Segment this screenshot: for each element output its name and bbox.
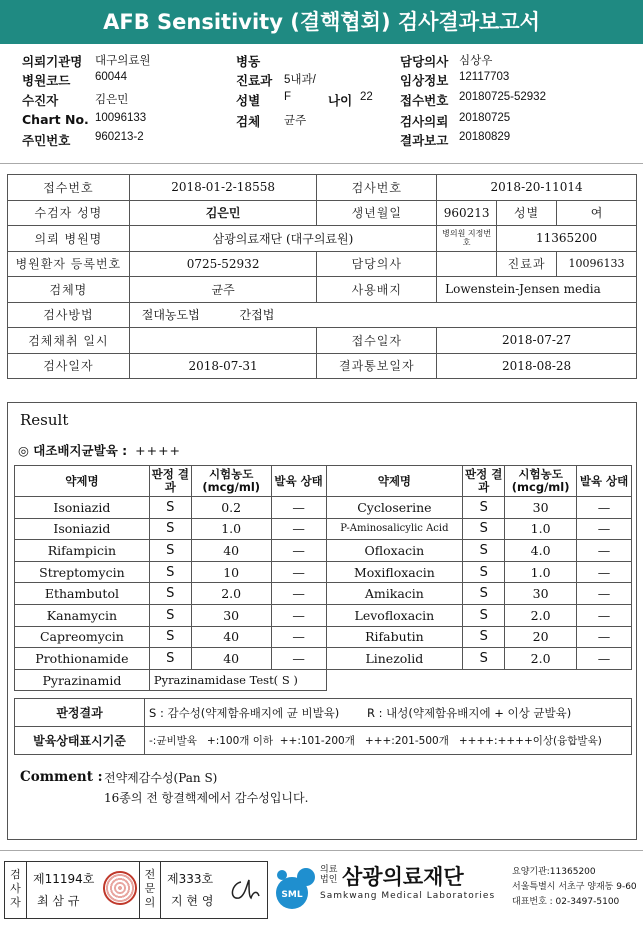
signature-box (4, 861, 268, 919)
drug-growth: — (577, 540, 632, 562)
examinee-label: 수진자 (22, 93, 59, 108)
drug-name: Ethambutol (15, 583, 150, 605)
drug-growth: — (271, 540, 326, 562)
patient-header (22, 52, 622, 150)
drug-result: S (149, 540, 191, 562)
doctor-value: 심상우 (459, 55, 493, 67)
comment-line-1: 전약제감수성(Pan S) (104, 771, 218, 785)
drug-result: S (149, 497, 191, 519)
method-label: 검사방법 (8, 302, 130, 328)
doctor-label: 담당의사 (400, 54, 449, 69)
method-values (129, 302, 636, 328)
receipt-value: 20180725-52932 (459, 91, 546, 103)
drug-growth: — (577, 518, 632, 540)
drug-name: Capreomycin (15, 626, 150, 648)
drug-row (15, 648, 632, 670)
inspector-label (5, 862, 27, 918)
header-growth-left: 발육 상태 (271, 466, 326, 497)
institution-label: 의뢰기관명 (22, 54, 83, 69)
logo-text: SML (281, 890, 303, 900)
specimen-name-value: 균주 (129, 277, 317, 303)
drug-name: Streptomycin (15, 561, 150, 583)
header-conc-left: 시험농도 (mcg/ml) (191, 466, 271, 497)
sex-value: F (284, 91, 292, 103)
drug-growth: — (271, 497, 326, 519)
birth-label: 생년월일 (317, 200, 437, 226)
report-title: AFB Sensitivity (결핵협회) 검사결과보고서 (0, 0, 643, 44)
drug-name: Prothionamide (15, 648, 150, 670)
inspector-name: 최 삼 규 (37, 894, 80, 908)
physician-label: 담당의사 (317, 251, 437, 277)
drug-growth: — (577, 497, 632, 519)
judge-legend-values (145, 699, 632, 727)
hospital-code-value: 60044 (95, 71, 127, 83)
drug-result: S (463, 648, 505, 670)
pza-result: Pyrazinamidase Test( S ) (149, 669, 326, 691)
address: 서울특별시 서초구 양재동 9-60 (512, 882, 637, 892)
drug-conc: 40 (191, 540, 271, 562)
examinee-value: 김은민 (95, 94, 129, 106)
header-growth-right: 발육 상태 (577, 466, 632, 497)
hospital-label: 의뢰 병원명 (8, 226, 130, 252)
drug-growth: — (271, 518, 326, 540)
resident-label: 주민번호 (22, 133, 71, 148)
request-value: 20180725 (459, 112, 511, 124)
divider (0, 163, 643, 164)
contact-info (512, 865, 637, 910)
header-conc-right: 시험농도 (mcg/ml) (505, 466, 577, 497)
drug-conc: 1.0 (505, 518, 577, 540)
specialist-name: 지 현 영 (171, 894, 214, 908)
chart-value: 10096133 (95, 112, 147, 124)
medium-value: Lowenstein-Jensen media (437, 277, 637, 303)
test-no-label: 검사번호 (317, 175, 437, 201)
physician-value (437, 251, 497, 277)
notified-label: 결과통보일자 (317, 353, 437, 379)
gender-label: 성별 (497, 200, 557, 226)
drug-result: S (463, 583, 505, 605)
drug-conc: 40 (191, 648, 271, 670)
patient-no-value: 0725-52932 (129, 251, 317, 277)
drug-name: Isoniazid (15, 518, 150, 540)
culture-line (18, 441, 181, 459)
specialist-no: 제333호 (167, 872, 214, 886)
specialist-label (139, 862, 161, 918)
drug-conc: 1.0 (191, 518, 271, 540)
hospital-code-label: 병원코드 (22, 73, 71, 88)
drug-conc: 2.0 (191, 583, 271, 605)
drug-conc: 20 (505, 626, 577, 648)
corp-name: 삼광의료재단 (342, 865, 464, 889)
drug-growth: — (577, 648, 632, 670)
drug-name: P-Aminosalicylic Acid (326, 518, 463, 540)
patient-no-label: 병원환자 등록번호 (8, 251, 130, 277)
drug-growth: — (271, 561, 326, 583)
inspector-label-text: 검사자 (10, 868, 21, 909)
drug-name: Levofloxacin (326, 604, 463, 626)
footer-divider (0, 850, 643, 851)
method-1: 절대농도법 (141, 308, 200, 323)
pza-row (15, 669, 632, 691)
clinical-label: 임상정보 (400, 73, 449, 88)
drug-row (15, 497, 632, 519)
received-label: 접수일자 (317, 328, 437, 354)
drug-row (15, 583, 632, 605)
drug-conc: 40 (191, 626, 271, 648)
judge-s: S : 감수성(약제함유배지에 균 비발육) (149, 705, 340, 720)
request-label: 검사의뢰 (400, 114, 449, 129)
drug-row (15, 561, 632, 583)
drug-row (15, 540, 632, 562)
drug-result: S (149, 583, 191, 605)
corp-english: Samkwang Medical Laboratories (320, 891, 496, 901)
specimen-name-label: 검체명 (8, 277, 130, 303)
footer (0, 855, 643, 925)
legend-table (14, 698, 632, 755)
drug-conc: 2.0 (505, 648, 577, 670)
ward-label: 병동 (236, 54, 261, 69)
official-seal (103, 871, 137, 905)
drug-row (15, 604, 632, 626)
drug-result: S (149, 518, 191, 540)
age-value: 22 (360, 91, 373, 103)
drug-conc: 30 (505, 497, 577, 519)
reg-no-value: 2018-01-2-18558 (129, 175, 317, 201)
clinical-value: 12117703 (459, 71, 510, 83)
drug-growth: — (577, 583, 632, 605)
dept-value: 5내과/ (284, 74, 316, 86)
drug-name: Kanamycin (15, 604, 150, 626)
drug-name: Rifabutin (326, 626, 463, 648)
pza-empty (326, 669, 632, 691)
age-label: 나이 (328, 93, 353, 108)
drug-name: Rifampicin (15, 540, 150, 562)
report-label: 결과보고 (400, 133, 449, 148)
culture-value: ++++ (135, 443, 182, 458)
drug-conc: 0.2 (191, 497, 271, 519)
test-no-value: 2018-20-11014 (437, 175, 637, 201)
culture-label: ◎ 대조배지균발육 : (18, 443, 128, 458)
growth-legend-value: -:균비발육 +:100개 이하 ++:101-200개 +++:201-500개 ++++:++++이상(융합발육) (145, 727, 632, 755)
drug-result: S (149, 648, 191, 670)
drug-result: S (149, 604, 191, 626)
drug-growth: — (577, 561, 632, 583)
drug-conc: 2.0 (505, 604, 577, 626)
notified-value: 2018-08-28 (437, 353, 637, 379)
signature (227, 876, 263, 906)
report-value: 20180829 (459, 131, 511, 143)
hosp-no-value: 11365200 (497, 226, 637, 252)
tested-value: 2018-07-31 (129, 353, 317, 379)
drug-row (15, 626, 632, 648)
header-drug-right: 약제명 (326, 466, 463, 497)
corp-prefix: 의료법인 (320, 865, 338, 885)
drug-name: Cycloserine (326, 497, 463, 519)
drug-result: S (463, 561, 505, 583)
drug-conc: 30 (191, 604, 271, 626)
phone: 대표번호 : 02-3497-5100 (512, 897, 620, 907)
drug-name: Moxifloxacin (326, 561, 463, 583)
medium-label: 사용배지 (317, 277, 437, 303)
drug-result: S (463, 497, 505, 519)
result-title: Result (20, 411, 69, 429)
dept-value2: 10096133 (557, 251, 637, 277)
name-label: 수검자 성명 (8, 200, 130, 226)
drug-growth: — (271, 583, 326, 605)
drug-growth: — (271, 626, 326, 648)
drug-conc: 1.0 (505, 561, 577, 583)
institution-code: 요양기관:11365200 (512, 867, 596, 877)
drug-conc: 4.0 (505, 540, 577, 562)
drug-conc: 10 (191, 561, 271, 583)
institution-value: 대구의료원 (95, 55, 151, 67)
gender-value: 여 (557, 200, 637, 226)
judge-r: R : 내성(약제함유배지에 + 이상 균발육) (366, 705, 572, 720)
drug-result: S (463, 540, 505, 562)
hospital-value: 삼광의료재단 (대구의료원) (129, 226, 436, 252)
collect-value (129, 328, 317, 354)
sex-label: 성별 (236, 93, 261, 108)
drug-result: S (463, 518, 505, 540)
chart-label: Chart No. (22, 112, 89, 127)
drug-row (15, 518, 632, 540)
result-section (7, 402, 637, 840)
birth-value: 960213 (437, 200, 497, 226)
comment-line-2: 16종의 전 항결핵제에서 감수성입니다. (104, 791, 309, 805)
drug-conc: 30 (505, 583, 577, 605)
method-2: 간접법 (239, 308, 275, 323)
dept-label2: 진료과 (497, 251, 557, 277)
drug-growth: — (577, 604, 632, 626)
drug-result: S (463, 604, 505, 626)
reg-no-label: 접수번호 (8, 175, 130, 201)
sml-logo-icon (272, 865, 318, 911)
drug-result: S (149, 626, 191, 648)
drug-growth: — (577, 626, 632, 648)
drug-growth: — (271, 604, 326, 626)
name-value: 김은민 (129, 200, 317, 226)
judge-legend-label: 판정결과 (15, 699, 145, 727)
growth-legend-label: 발육상태표시기준 (15, 727, 145, 755)
drug-result: S (463, 626, 505, 648)
drug-name: Linezolid (326, 648, 463, 670)
header-judge-right: 판정 결과 (463, 466, 505, 497)
test-info-table (7, 174, 637, 379)
specialist-label-text: 전문의 (144, 868, 156, 909)
header-judge-left: 판정 결과 (149, 466, 191, 497)
header-drug-left: 약제명 (15, 466, 150, 497)
drug-name: Ofloxacin (326, 540, 463, 562)
inspector-no: 제11194호 (33, 872, 95, 886)
receipt-label: 접수번호 (400, 93, 449, 108)
specimen-value: 균주 (284, 115, 307, 127)
dept-label: 진료과 (236, 73, 273, 88)
drug-growth: — (271, 648, 326, 670)
resident-value: 960213-2 (95, 131, 144, 143)
comment-label: Comment : (20, 769, 103, 785)
collect-label: 검체채취 일시 (8, 328, 130, 354)
pza-drug: Pyrazinamid (15, 669, 150, 691)
hosp-no-label: 병의원 지정번호 (437, 226, 497, 252)
specimen-label: 검체 (236, 114, 261, 129)
drug-name: Amikacin (326, 583, 463, 605)
received-value: 2018-07-27 (437, 328, 637, 354)
drug-name: Isoniazid (15, 497, 150, 519)
tested-label: 검사일자 (8, 353, 130, 379)
drug-table (14, 465, 632, 691)
drug-result: S (149, 561, 191, 583)
